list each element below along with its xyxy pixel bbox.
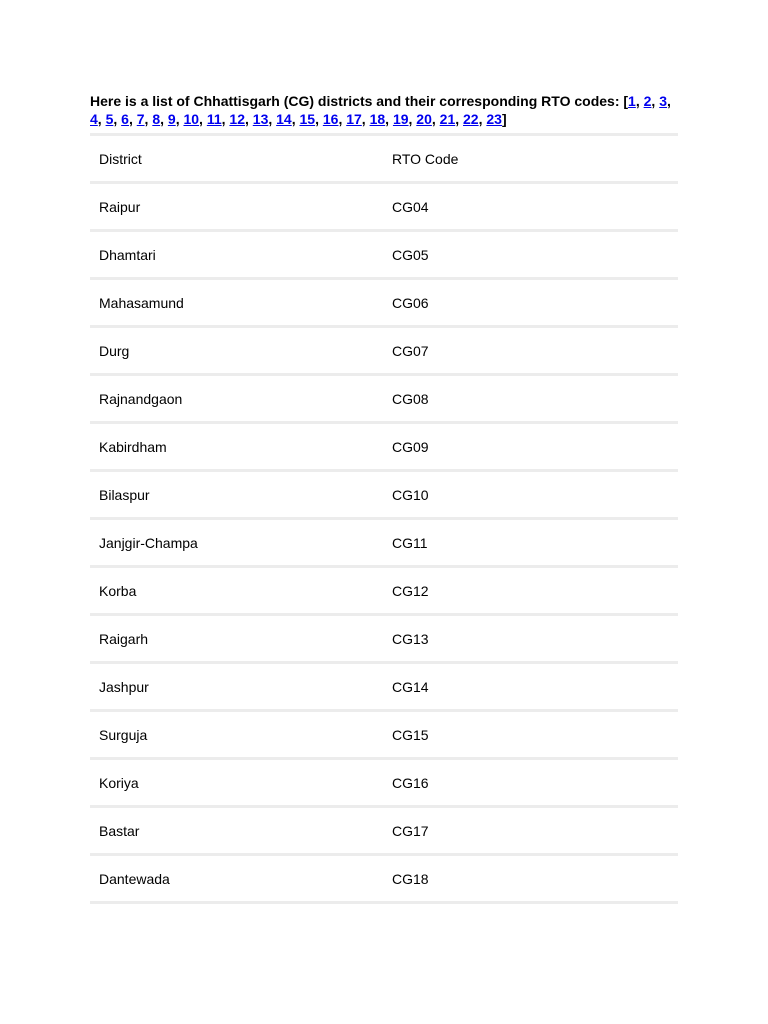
citation-separator: , [144,111,153,127]
citation-separator: , [175,111,184,127]
district-cell: Koriya [90,759,383,807]
citation-separator: , [268,111,277,127]
table-row [90,423,678,471]
district-cell: Dantewada [90,855,383,903]
rto-code-cell: CG12 [383,567,678,615]
rto-code-cell: CG18 [383,855,678,903]
rto-code-cell: CG15 [383,711,678,759]
citation-separator: , [199,111,207,127]
table-row [90,567,678,615]
citation-separator: , [291,111,300,127]
district-cell: Korba [90,567,383,615]
intro-closing-bracket: ] [501,111,507,127]
district-cell: Kabirdham [90,423,383,471]
table-row [90,711,678,759]
citation-link[interactable]: 23 [486,111,502,127]
table-row [90,663,678,711]
rto-code-cell: CG06 [383,279,678,327]
rto-code-cell: CG05 [383,231,678,279]
citation-separator: , [361,111,370,127]
district-cell: Raigarh [90,615,383,663]
citation-link[interactable]: 16 [322,111,339,127]
rto-code-cell: CG11 [383,519,678,567]
rto-code-cell: CG09 [383,423,678,471]
citation-link[interactable]: 12 [229,111,245,127]
citation-link[interactable]: 11 [206,111,222,127]
header-rto-code: RTO Code [383,135,678,183]
citation-link[interactable]: 5 [105,111,114,127]
citation-link[interactable]: 4 [90,111,98,127]
citation-link[interactable]: 8 [152,111,161,127]
rto-code-cell: CG16 [383,759,678,807]
citation-link[interactable]: 13 [252,111,269,127]
citation-separator: , [245,111,253,127]
citation-link[interactable]: 17 [346,111,362,127]
district-cell: Dhamtari [90,231,383,279]
rto-code-cell: CG17 [383,807,678,855]
citation-link[interactable]: 6 [121,111,129,127]
citation-separator: , [667,93,671,109]
citation-separator: , [97,111,106,127]
rto-code-cell: CG10 [383,471,678,519]
table-row [90,231,678,279]
table-row [90,855,678,903]
district-cell: Raipur [90,183,383,231]
citation-link[interactable]: 7 [136,111,145,127]
citation-link[interactable]: 10 [183,111,200,127]
intro-text: Here is a list of Chhattisgarh (CG) districts and their corresponding RTO codes: [ [90,93,629,109]
citation-separator: , [478,111,487,127]
rto-code-cell: CG04 [383,183,678,231]
district-cell: Durg [90,327,383,375]
district-cell: Jashpur [90,663,383,711]
citation-link[interactable]: 2 [643,93,652,109]
table-header-row [90,135,678,183]
citation-separator: , [385,111,393,127]
district-cell: Janjgir-Champa [90,519,383,567]
intro-paragraph [90,92,678,128]
citation-separator: , [113,111,122,127]
citation-separator: , [338,111,347,127]
citation-separator: , [408,111,417,127]
citation-separator: , [315,111,323,127]
table-row [90,327,678,375]
citation-link[interactable]: 18 [369,111,386,127]
table-row [90,615,678,663]
district-cell: Rajnandgaon [90,375,383,423]
citation-link[interactable]: 14 [276,111,292,127]
table-row [90,471,678,519]
rto-code-cell: CG13 [383,615,678,663]
citation-separator: , [635,93,644,109]
citation-link[interactable]: 21 [439,111,456,127]
citation-separator: , [455,111,464,127]
citation-link[interactable]: 15 [299,111,316,127]
table-row [90,807,678,855]
citation-separator: , [651,93,660,109]
citation-link[interactable]: 3 [659,93,667,109]
rto-code-cell: CG14 [383,663,678,711]
citation-separator: , [431,111,440,127]
table-row [90,183,678,231]
citation-separator: , [160,111,168,127]
citation-link[interactable]: 1 [628,93,636,109]
citation-link[interactable]: 22 [463,111,479,127]
rto-codes-table [90,133,678,904]
rto-code-cell: CG07 [383,327,678,375]
document-content [90,92,678,904]
rto-code-cell: CG08 [383,375,678,423]
citation-link[interactable]: 19 [392,111,409,127]
district-cell: Surguja [90,711,383,759]
citation-link[interactable]: 20 [416,111,432,127]
table-row [90,279,678,327]
district-cell: Bastar [90,807,383,855]
district-cell: Mahasamund [90,279,383,327]
table-row [90,375,678,423]
citation-link[interactable]: 9 [167,111,176,127]
header-district: District [90,135,383,183]
district-cell: Bilaspur [90,471,383,519]
table-row [90,759,678,807]
table-row [90,519,678,567]
citation-separator: , [221,111,230,127]
citation-separator: , [128,111,137,127]
